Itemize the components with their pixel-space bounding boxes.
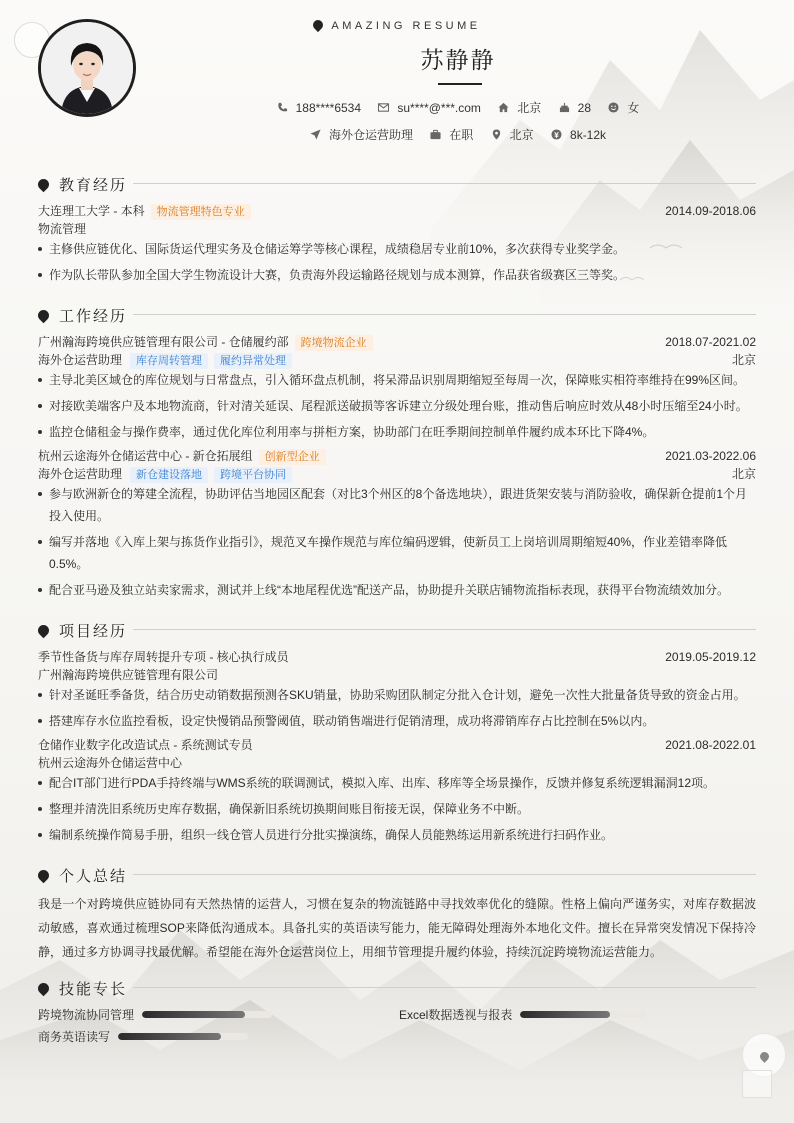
skill-item [38, 1028, 248, 1046]
leaf-icon [311, 18, 325, 32]
work-entry-header [38, 447, 756, 465]
date-range: 2019.05-2019.12 [665, 650, 756, 664]
home-icon [498, 102, 509, 113]
company-tag: 创新型企业 [259, 449, 326, 465]
leaf-icon [36, 623, 52, 639]
work-city: 北京 [731, 467, 756, 481]
age: 28 [559, 101, 591, 115]
company-tag: 跨境物流企业 [295, 335, 373, 351]
list-item: 编写并落地《入库上架与拣货作业指引》，规范叉车操作规范与库位编码逻辑，使新员工上岗培训周期缩短40%，作业差错率降低0.5%。 [38, 531, 756, 575]
contact-row [0, 99, 794, 116]
list-item: 对接欧美端客户及本地物流商，针对清关延误、尾程派送破损等客诉建立分级处理台账，推动售后响应时效从48小时压缩至24小时。 [38, 395, 756, 417]
education-heading: 教育经历 [38, 174, 127, 194]
money-icon [551, 129, 562, 140]
job-status: 在职 [430, 126, 473, 143]
skill-level-fill [118, 1033, 221, 1040]
email: su****@***.com [378, 101, 481, 115]
section-divider [133, 987, 756, 988]
location-pin-icon [491, 129, 502, 140]
date-range: 2021.03-2022.06 [665, 449, 756, 463]
phone: 188****6534 [277, 101, 361, 115]
leaf-icon [36, 308, 52, 324]
skill-name: 跨境物流协同管理 [38, 1008, 135, 1022]
date-range: 2014.09-2018.06 [665, 204, 756, 218]
project-name: 季节性备货与库存周转提升专项 - 核心执行成员 [38, 650, 289, 664]
list-item: 主修供应链优化、国际货运代理实务及仓储运筹学等核心课程，成绩稳居专业前10%，多次获得专业奖学金。 [38, 238, 756, 260]
project-entry-header [38, 736, 756, 754]
project-org-row [38, 666, 756, 684]
date-range: 2018.07-2021.02 [665, 335, 756, 349]
list-item: 配合IT部门进行PDA手持终端与WMS系统的联调测试，模拟入库、出库、移库等全场景操作，反馈并修复系统逻辑漏洞12项。 [38, 772, 756, 794]
list-item: 监控仓储租金与操作费率，通过优化库位利用率与拼柜方案，协助部门在旺季期间控制单件履约成本环比下降4%。 [38, 421, 756, 443]
leaf-icon [36, 981, 52, 997]
skill-tag: 跨境平台协同 [214, 467, 292, 483]
work-entry-header [38, 333, 756, 351]
work-heading: 工作经历 [38, 305, 127, 325]
briefcase-icon [430, 129, 441, 140]
list-item: 主导北美区域仓的库位规划与日常盘点，引入循环盘点机制，将呆滞品识别周期缩短至每周一次，保障账实相符率维持在99%区间。 [38, 369, 756, 391]
salary: 8k-12k [551, 128, 606, 142]
skill-level-bar [142, 1011, 272, 1018]
project-name: 仓储作业数字化改造试点 - 系统测试专员 [38, 738, 253, 752]
skill-name: Excel数据透视与报表 [399, 1008, 513, 1022]
target-job: 海外仓运营助理 [310, 126, 413, 143]
summary-heading: 个人总结 [38, 865, 127, 885]
job-role: 海外仓运营助理 [38, 353, 123, 367]
company-name: 杭州云途海外仓储运营中心 - 新仓拓展组 [38, 449, 253, 463]
education-entry [38, 202, 756, 220]
cake-icon [559, 102, 570, 113]
mail-icon [378, 102, 389, 113]
target-city: 北京 [491, 126, 534, 143]
project-entry-header [38, 648, 756, 666]
list-item: 作为队长带队参加全国大学生物流设计大赛，负责海外段运输路径规划与成本测算，作品获省级赛区三等奖。 [38, 264, 756, 286]
list-item: 整理并清洗旧系统历史库存数据，确保新旧系统切换期间账目衔接无误，保障业务不中断。 [38, 798, 756, 820]
list-item: 配合亚马逊及独立站卖家需求，测试并上线“本地尾程优选”配送产品，协助提升关联店铺物流指标表现，获得平台物流绩效加分。 [38, 579, 756, 601]
brand-label: AMAZING RESUME [0, 20, 794, 32]
date-range: 2021.08-2022.01 [665, 738, 756, 752]
major-name: 物流管理 [38, 222, 87, 236]
project-org-row [38, 754, 756, 772]
section-divider [133, 874, 756, 875]
skill-item [399, 1006, 646, 1024]
job-intent-row [0, 126, 794, 143]
skill-tag: 履约异常处理 [214, 353, 292, 369]
phone-icon [277, 102, 288, 113]
skill-tag: 新仓建设落地 [130, 467, 208, 483]
skill-level-fill [520, 1011, 609, 1018]
smile-icon [608, 102, 619, 113]
major-tag: 物流管理特色专业 [151, 204, 251, 220]
list-item: 参与欧洲新仓的筹建全流程，协助评估当地园区配套（对比3个州区的8个备选地块），跟进货架安装与消防验收，确保新仓提前1个月投入使用。 [38, 483, 756, 527]
gender: 女 [608, 99, 639, 116]
list-item: 针对圣诞旺季备货，结合历史动销数据预测各SKU销量，协助采购团队制定分批入仓计划，避免一次性大批量备货导致的资金占用。 [38, 684, 756, 706]
education-major-row [38, 220, 756, 238]
leaf-icon [758, 1050, 771, 1063]
skill-level-bar [118, 1033, 248, 1040]
projects-heading: 项目经历 [38, 620, 127, 640]
leaf-icon [36, 177, 52, 193]
work-city: 北京 [731, 353, 756, 367]
work-role-row [38, 465, 756, 483]
project-org: 杭州云途海外仓储运营中心 [38, 756, 183, 770]
section-divider [133, 314, 756, 315]
company-name: 广州瀚海跨境供应链管理有限公司 - 仓储履约部 [38, 335, 289, 349]
section-divider [133, 629, 756, 630]
skill-tag: 库存周转管理 [130, 353, 208, 369]
section-divider [133, 183, 756, 184]
candidate-name: 苏静静 [420, 47, 496, 73]
job-role: 海外仓运营助理 [38, 467, 123, 481]
city: 北京 [498, 99, 541, 116]
school-name: 大连理工大学 - 本科 [38, 204, 145, 218]
skill-name: 商务英语读写 [38, 1030, 111, 1044]
project-org: 广州瀚海跨境供应链管理有限公司 [38, 668, 219, 682]
work-role-row [38, 351, 756, 369]
skills-heading: 技能专长 [38, 978, 127, 998]
skill-level-fill [142, 1011, 245, 1018]
list-item: 编制系统操作简易手册，组织一线仓管人员进行分批实操演练，确保人员能熟练运用新系统进行扫码作业。 [38, 824, 756, 846]
leaf-icon [36, 868, 52, 884]
list-item: 搭建库存水位监控看板，设定快慢销品预警阈值，联动销售端进行促销清理，成功将滞销库存占比控制在5%以内。 [38, 710, 756, 732]
name-divider [438, 83, 482, 85]
skill-item [38, 1006, 272, 1024]
summary-text: 我是一个对跨境供应链协同有天然热情的运营人，习惯在复杂的物流链路中寻找效率优化的缝隙。性格上偏向严谨务实，对库存数据波动敏感，喜欢通过梳理SOP来降低沟通成本。具备扎实的英语读写能力，能无障碍处理海外本地化文件。擅长在异常突发情况下保持冷静，通过多方协调寻找最优解。希望能在海外仓运营岗位上，用细节管理提升履约体验，持续沉淀跨境物流运营能力。 [38, 897, 756, 959]
send-icon [310, 129, 321, 140]
scroll-top-button[interactable] [742, 1070, 772, 1098]
skill-level-bar [520, 1011, 646, 1018]
